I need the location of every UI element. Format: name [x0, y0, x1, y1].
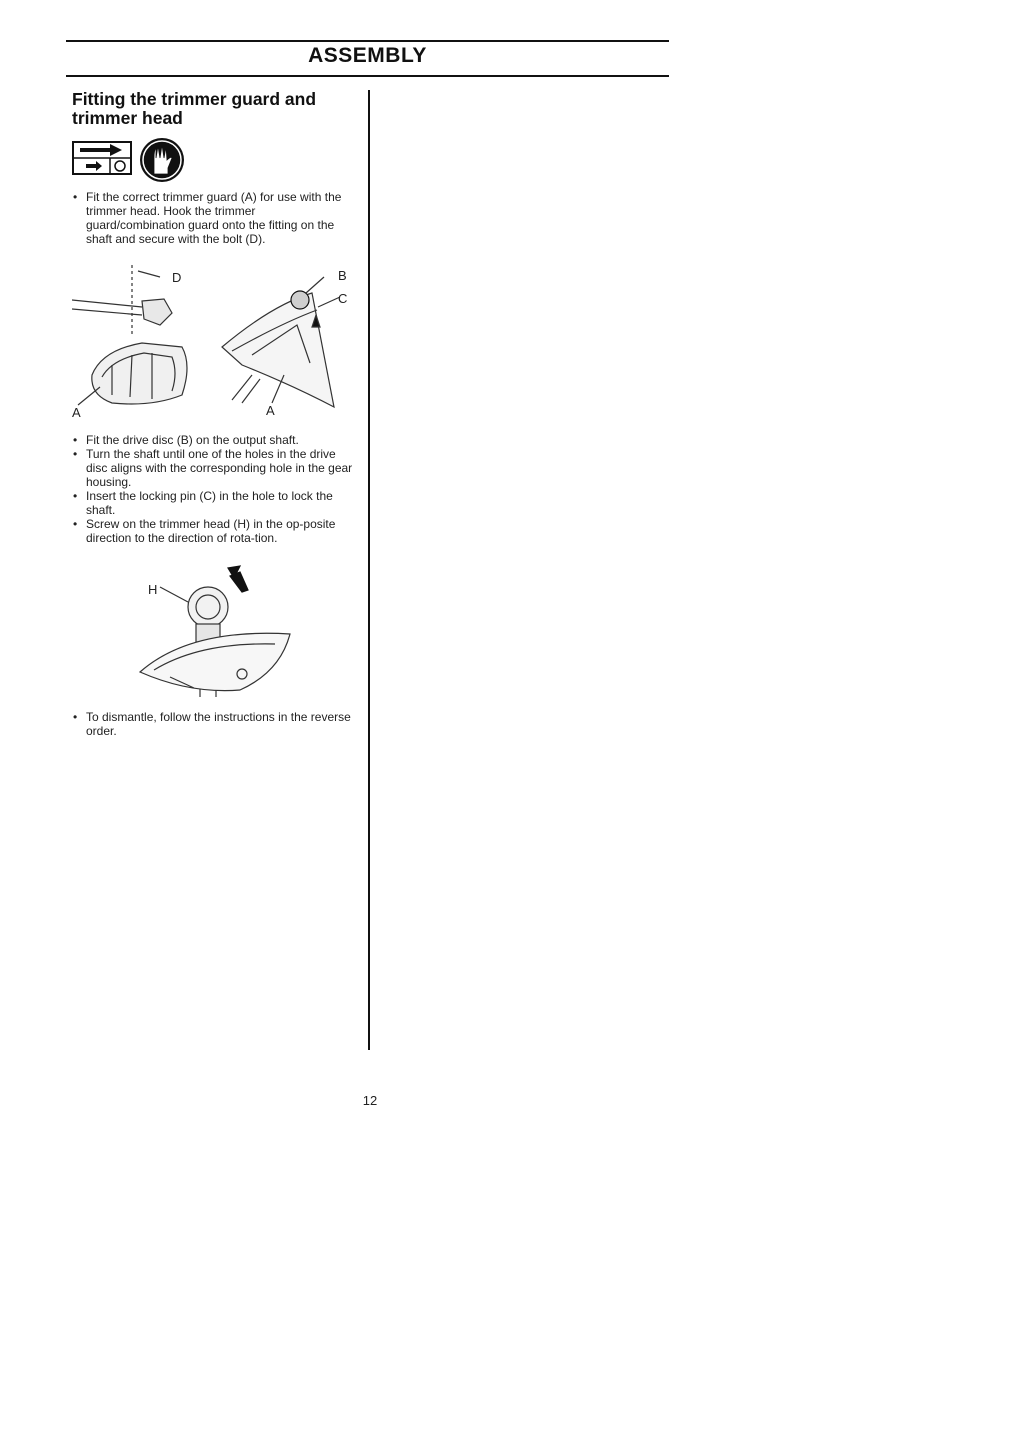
list-item: • Insert the locking pin (C) in the hole to lock the shaft. — [72, 489, 357, 517]
protective-gloves-icon — [140, 138, 184, 182]
instruction-icons — [72, 136, 212, 184]
list-item: • Fit the drive disc (B) on the output shaft. — [72, 433, 357, 447]
label-h: H — [148, 582, 158, 597]
page-number: 12 — [362, 1093, 378, 1108]
intro-steps — [72, 190, 357, 246]
label-d: D — [172, 270, 182, 285]
closing-steps — [72, 710, 357, 738]
list-item: • Screw on the trimmer head (H) in the op-posite direction to the direction of rota-tion. — [72, 517, 357, 545]
list-item: • Fit the correct trimmer guard (A) for use with the trimmer head. Hook the trimmer guard/combination guard onto the fitting on the shaft and secure with the bolt (D). — [72, 190, 357, 246]
section-header: ASSEMBLY — [308, 44, 427, 67]
column-divider — [368, 90, 370, 1050]
label-a-left: A — [72, 405, 81, 420]
label-a-right: A — [266, 403, 275, 418]
header-rule-top — [66, 40, 669, 42]
header-rule-bottom — [66, 75, 669, 77]
guard-fitting-figure — [72, 255, 362, 430]
list-item: • To dismantle, follow the instructions in the reverse order. — [72, 710, 357, 738]
list-item: • Turn the shaft until one of the holes in the drive disc aligns with the corresponding hole in the gear housing. — [72, 447, 357, 489]
manual-reference-icon — [73, 142, 131, 174]
main-steps — [72, 433, 357, 545]
label-b: B — [338, 268, 347, 283]
label-c: C — [338, 291, 348, 306]
trimmer-head-figure — [130, 562, 300, 707]
page-title: Fitting the trimmer guard and trimmer head — [72, 89, 317, 128]
